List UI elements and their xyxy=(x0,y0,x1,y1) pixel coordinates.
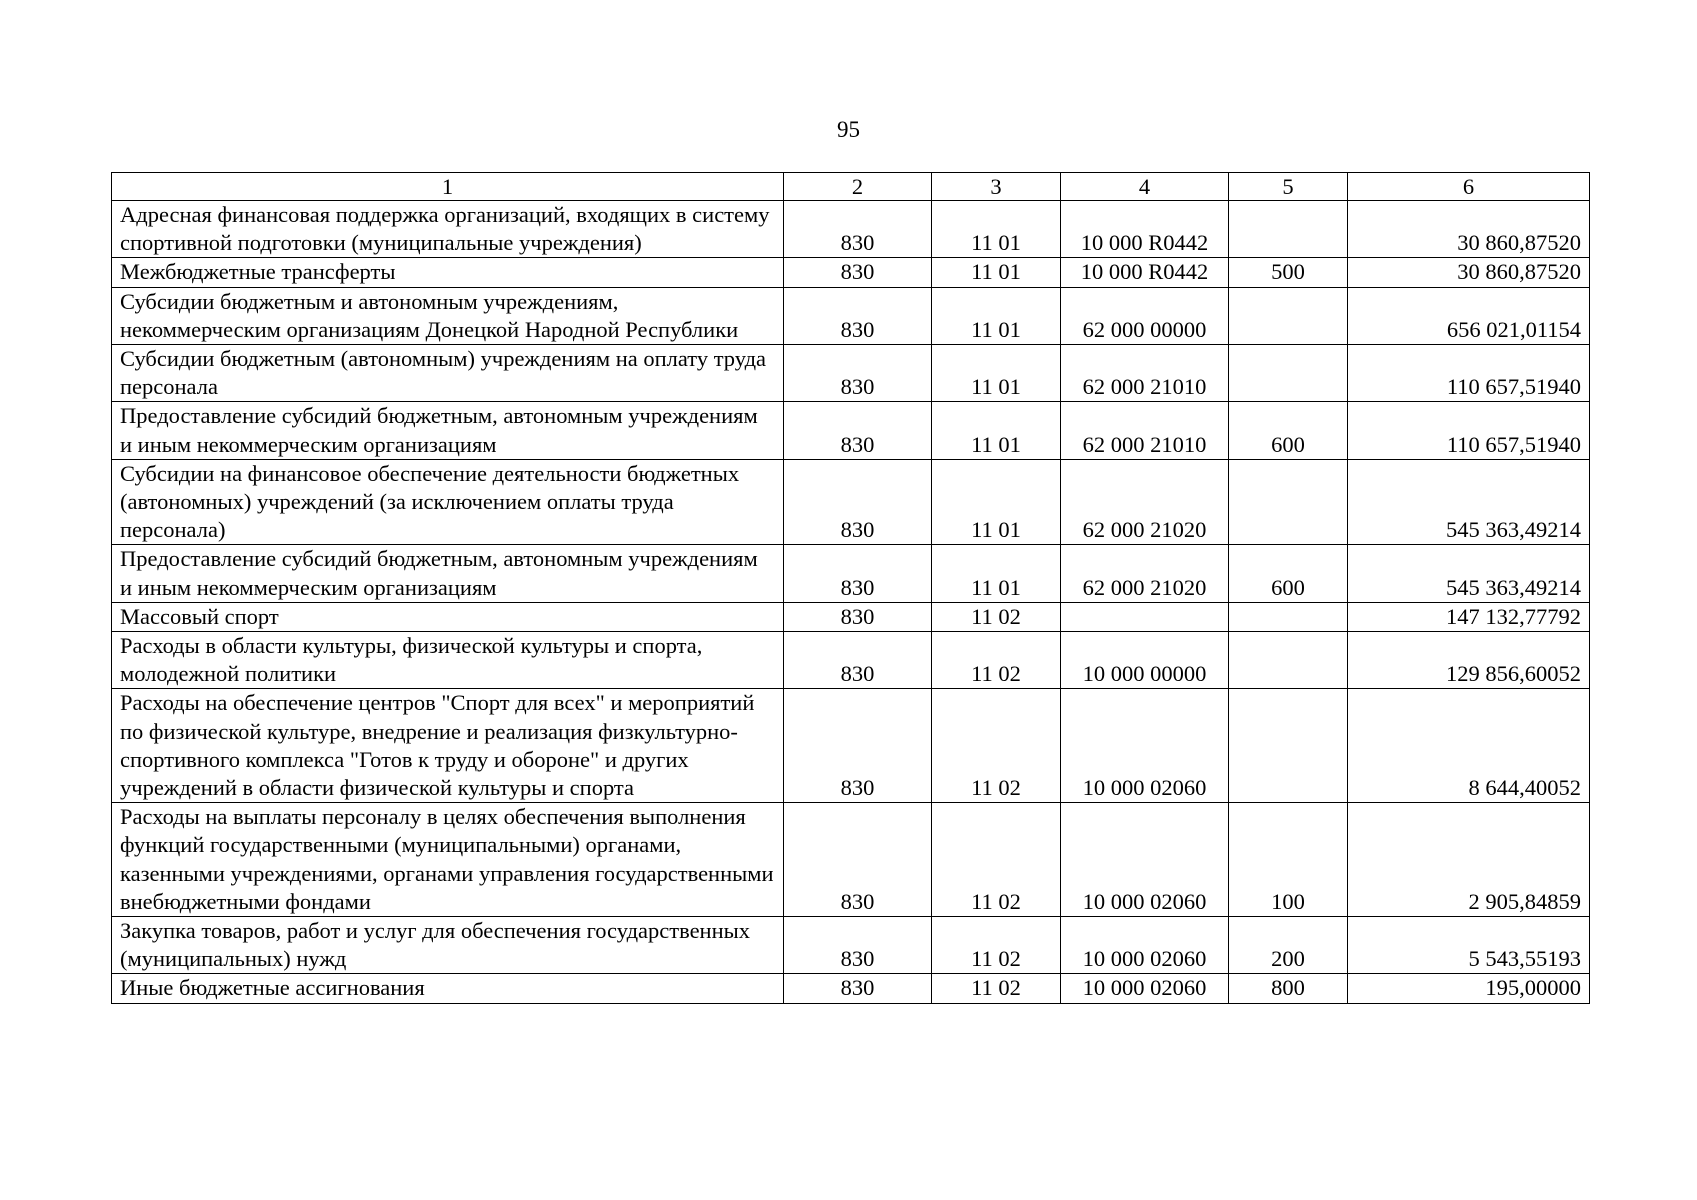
expense-name-cell: Расходы на обеспечение центров "Спорт для всех" и мероприятий по физической культуре, внедрение и реализация физкультурно-спортивного комплекса "Готов к труду и обороне" и других учреждений в области физической культуры и спорта xyxy=(112,689,784,803)
admin-code-cell: 830 xyxy=(784,459,932,545)
expense-kind-cell xyxy=(1229,345,1348,402)
table-row xyxy=(112,287,1590,344)
target-article-cell: 10 000 02060 xyxy=(1061,917,1229,974)
section-code-cell: 11 02 xyxy=(932,602,1061,631)
amount-cell: 110 657,51940 xyxy=(1348,402,1590,459)
admin-code-cell: 830 xyxy=(784,402,932,459)
amount-cell: 656 021,01154 xyxy=(1348,287,1590,344)
section-code-cell: 11 01 xyxy=(932,258,1061,287)
amount-cell: 30 860,87520 xyxy=(1348,201,1590,258)
expense-name-cell: Закупка товаров, работ и услуг для обеспечения государственных (муниципальных) нужд xyxy=(112,917,784,974)
header-cell-3: 3 xyxy=(932,173,1061,201)
expense-kind-cell xyxy=(1229,459,1348,545)
expense-kind-cell: 800 xyxy=(1229,974,1348,1003)
admin-code-cell: 830 xyxy=(784,974,932,1003)
expense-name-cell: Предоставление субсидий бюджетным, автономным учреждениям и иным некоммерческим организациям xyxy=(112,545,784,602)
target-article-cell: 10 000 R0442 xyxy=(1061,258,1229,287)
table-row xyxy=(112,545,1590,602)
header-cell-1: 1 xyxy=(112,173,784,201)
table-row xyxy=(112,632,1590,689)
header-cell-2: 2 xyxy=(784,173,932,201)
target-article-cell: 10 000 00000 xyxy=(1061,632,1229,689)
expense-kind-cell xyxy=(1229,201,1348,258)
section-code-cell: 11 02 xyxy=(932,689,1061,803)
table-row xyxy=(112,345,1590,402)
admin-code-cell: 830 xyxy=(784,287,932,344)
table-row xyxy=(112,803,1590,917)
section-code-cell: 11 01 xyxy=(932,402,1061,459)
expense-name-cell: Расходы в области культуры, физической культуры и спорта, молодежной политики xyxy=(112,632,784,689)
amount-cell: 2 905,84859 xyxy=(1348,803,1590,917)
amount-cell: 30 860,87520 xyxy=(1348,258,1590,287)
table-body xyxy=(112,201,1590,1004)
admin-code-cell: 830 xyxy=(784,917,932,974)
header-cell-4: 4 xyxy=(1061,173,1229,201)
amount-cell: 5 543,55193 xyxy=(1348,917,1590,974)
table-row xyxy=(112,459,1590,545)
target-article-cell: 10 000 02060 xyxy=(1061,974,1229,1003)
admin-code-cell: 830 xyxy=(784,632,932,689)
target-article-cell: 62 000 21010 xyxy=(1061,402,1229,459)
admin-code-cell: 830 xyxy=(784,803,932,917)
expense-kind-cell xyxy=(1229,632,1348,689)
section-code-cell: 11 01 xyxy=(932,201,1061,258)
expense-kind-cell: 600 xyxy=(1229,545,1348,602)
admin-code-cell: 830 xyxy=(784,345,932,402)
admin-code-cell: 830 xyxy=(784,689,932,803)
amount-cell: 147 132,77792 xyxy=(1348,602,1590,631)
expense-name-cell: Иные бюджетные ассигнования xyxy=(112,974,784,1003)
section-code-cell: 11 01 xyxy=(932,545,1061,602)
section-code-cell: 11 02 xyxy=(932,632,1061,689)
expense-name-cell: Массовый спорт xyxy=(112,602,784,631)
expense-name-cell: Субсидии бюджетным и автономным учреждениям, некоммерческим организациям Донецкой Народной Республики xyxy=(112,287,784,344)
section-code-cell: 11 01 xyxy=(932,459,1061,545)
expense-kind-cell xyxy=(1229,689,1348,803)
expense-name-cell: Адресная финансовая поддержка организаций, входящих в систему спортивной подготовки (муниципальные учреждения) xyxy=(112,201,784,258)
amount-cell: 545 363,49214 xyxy=(1348,545,1590,602)
section-code-cell: 11 02 xyxy=(932,803,1061,917)
section-code-cell: 11 01 xyxy=(932,287,1061,344)
expense-kind-cell: 200 xyxy=(1229,917,1348,974)
expense-name-cell: Субсидии бюджетным (автономным) учреждениям на оплату труда персонала xyxy=(112,345,784,402)
header-cell-5: 5 xyxy=(1229,173,1348,201)
target-article-cell: 10 000 R0442 xyxy=(1061,201,1229,258)
header-row xyxy=(112,173,1590,201)
admin-code-cell: 830 xyxy=(784,545,932,602)
table-row xyxy=(112,258,1590,287)
expense-kind-cell xyxy=(1229,287,1348,344)
admin-code-cell: 830 xyxy=(784,201,932,258)
expense-name-cell: Расходы на выплаты персоналу в целях обеспечения выполнения функций государственными (муниципальными) органами, казенными учреждениями, органами управления государственными внебюджетными фондами xyxy=(112,803,784,917)
table-row xyxy=(112,689,1590,803)
target-article-cell: 62 000 21020 xyxy=(1061,545,1229,602)
target-article-cell: 10 000 02060 xyxy=(1061,689,1229,803)
target-article-cell xyxy=(1061,602,1229,631)
table-row xyxy=(112,974,1590,1003)
section-code-cell: 11 01 xyxy=(932,345,1061,402)
expense-kind-cell: 600 xyxy=(1229,402,1348,459)
target-article-cell: 10 000 02060 xyxy=(1061,803,1229,917)
table-row xyxy=(112,402,1590,459)
header-cell-6: 6 xyxy=(1348,173,1590,201)
target-article-cell: 62 000 21010 xyxy=(1061,345,1229,402)
expense-name-cell: Межбюджетные трансферты xyxy=(112,258,784,287)
page-number: 95 xyxy=(837,117,860,142)
section-code-cell: 11 02 xyxy=(932,917,1061,974)
amount-cell: 8 644,40052 xyxy=(1348,689,1590,803)
amount-cell: 195,00000 xyxy=(1348,974,1590,1003)
table-row xyxy=(112,917,1590,974)
amount-cell: 110 657,51940 xyxy=(1348,345,1590,402)
budget-table xyxy=(111,172,1590,1004)
admin-code-cell: 830 xyxy=(784,602,932,631)
expense-kind-cell: 500 xyxy=(1229,258,1348,287)
target-article-cell: 62 000 00000 xyxy=(1061,287,1229,344)
amount-cell: 545 363,49214 xyxy=(1348,459,1590,545)
table-header xyxy=(112,173,1590,201)
amount-cell: 129 856,60052 xyxy=(1348,632,1590,689)
expense-kind-cell xyxy=(1229,602,1348,631)
section-code-cell: 11 02 xyxy=(932,974,1061,1003)
expense-kind-cell: 100 xyxy=(1229,803,1348,917)
table-row xyxy=(112,201,1590,258)
table-row xyxy=(112,602,1590,631)
expense-name-cell: Предоставление субсидий бюджетным, автономным учреждениям и иным некоммерческим организациям xyxy=(112,402,784,459)
target-article-cell: 62 000 21020 xyxy=(1061,459,1229,545)
admin-code-cell: 830 xyxy=(784,258,932,287)
expense-name-cell: Субсидии на финансовое обеспечение деятельности бюджетных (автономных) учреждений (за исключением оплаты труда персонала) xyxy=(112,459,784,545)
